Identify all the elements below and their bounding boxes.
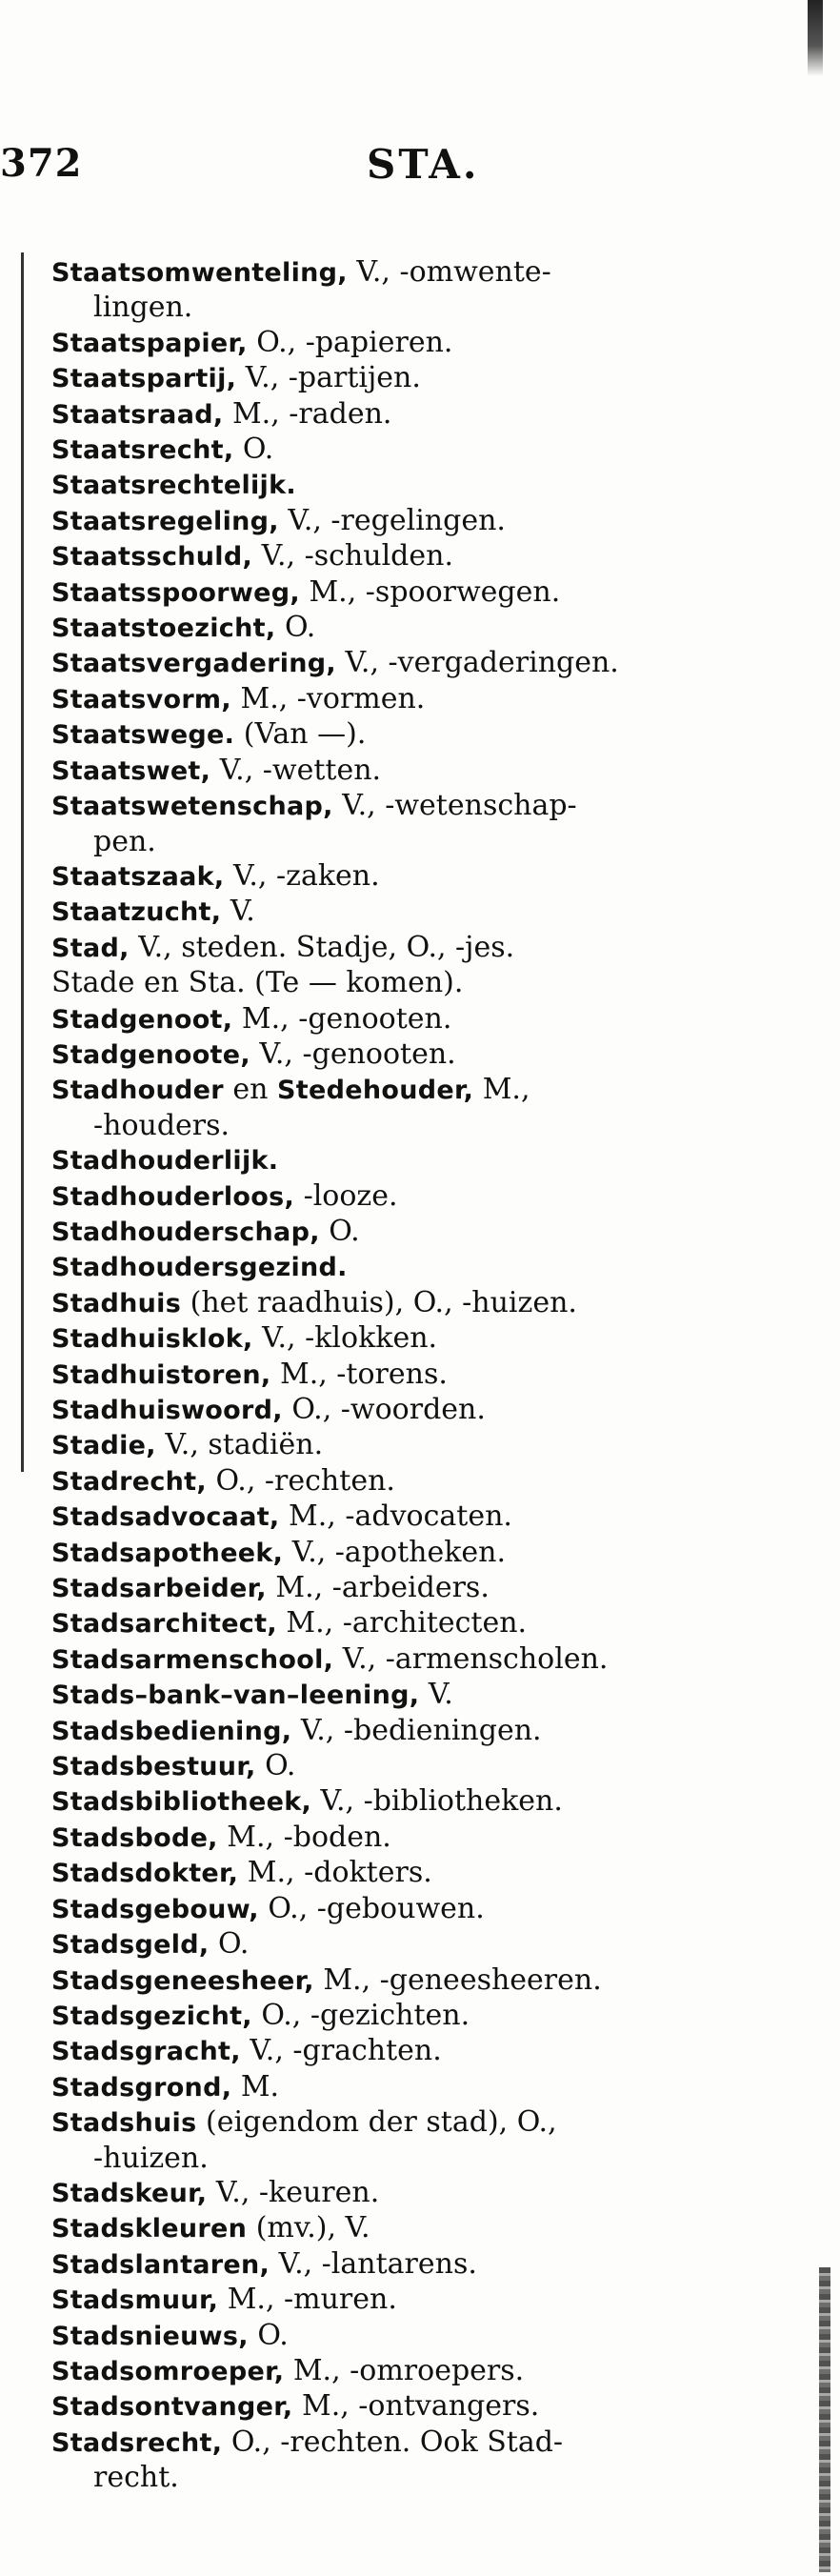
dictionary-entry [51,1002,747,1037]
dictionary-entry [51,2176,747,2211]
dictionary-entry [51,2389,747,2425]
margin-rule [21,252,24,1472]
entry-definition: (Van —). [234,717,367,752]
entry-headword: Stadhouderschap, [51,1217,320,1247]
dictionary-entry [51,1999,747,2034]
dictionary-entry [51,1393,747,1428]
entry-definition: O. [319,1214,360,1248]
entry-definition: V. [419,1678,453,1712]
entry-continuation: -huizen. [93,2141,209,2175]
entry-definition: M., -muren. [218,2283,397,2317]
entry-definition: M., -raden. [223,396,392,431]
entry-definition: O. [233,433,274,467]
entry-definition: V., -omwente- [347,255,551,289]
dictionary-entry [51,1286,747,1321]
entry-definition: O., -gebouwen. [258,1891,485,1925]
entry-definition: O. [209,1927,250,1962]
dictionary-entry [51,1179,747,1215]
entry-headword: Stadsapotheek, [51,1538,284,1568]
dictionary-entry [51,1499,747,1535]
entry-headword: Staatsrechtelijk. [51,471,296,501]
entry-definition: V., -partijen. [236,361,421,395]
entry-headword: Stadsmuur, [51,2285,219,2316]
entry-definition: V., -bibliotheken. [311,1784,563,1819]
dictionary-entry [51,504,747,539]
dictionary-entry [51,255,747,326]
entry-definition-tail: M., [473,1073,530,1107]
entry-headword: Stadhuisklok, [51,1324,253,1355]
dictionary-entry [51,611,747,646]
dictionary-entry [51,1215,747,1250]
entry-definition: V., -schulden. [252,539,453,574]
page-edge-mark [819,2267,830,2572]
dictionary-entry [51,1821,747,1856]
entry-definition: M., -architecten. [276,1606,528,1640]
entry-headword: Staatsschuld, [51,542,253,573]
dictionary-entry [51,1749,747,1784]
dictionary-entry [51,1073,747,1143]
entry-headword: Staatsvorm, [51,684,231,714]
entry-definition: O. [255,1749,296,1783]
entry-definition: M., -geneesheeren. [313,1962,602,1997]
entry-definition: -looze. [294,1178,398,1213]
entry-headword: Stadsgracht, [51,2037,241,2067]
dictionary-entry [51,468,747,503]
entry-headword: Stadhuistoren, [51,1359,271,1390]
entry-definition: M., -omroepers. [284,2353,525,2387]
dictionary-entry [51,2034,747,2069]
entry-definition: (mv.), V. [247,2211,370,2245]
entry-headword: Stadslantaren, [51,2249,270,2280]
entry-definition: O. [275,611,316,645]
running-head: STA. [367,141,480,188]
dictionary-entry [51,789,747,859]
entry-definition: O., -rechten. [206,1463,395,1498]
entry-definition: V. [221,895,255,929]
entry-continuation: pen. [93,824,156,858]
dictionary-entry [51,2070,747,2105]
dictionary-entry [51,1678,747,1713]
dictionary-entry [51,1250,747,1285]
entry-headword: Stadsgeld, [51,1930,210,1961]
entry-headword: Stadhuis [51,1288,182,1318]
entry-definition: O., -papieren. [247,325,453,359]
dictionary-entries [51,255,747,2496]
entry-headword-variant: Stedehouder, [277,1076,474,1106]
entry-headword: Stadsgeneesheer, [51,1965,314,1996]
entry-headword: Stadie, [51,1431,156,1461]
entry-continuation: -houders. [93,1108,230,1142]
entry-definition: M., -genooten. [232,1001,452,1036]
entry-headword: Staatsrecht, [51,435,234,466]
entry-headword: Stadhouderloos, [51,1181,295,1212]
entry-headword: Staatzucht, [51,897,222,928]
entry-definition: (het raadhuis), O., -huizen. [181,1285,577,1319]
entry-headword: Staatsspoorweg, [51,577,300,608]
entry-headword: Stadsbibliotheek, [51,1787,312,1818]
entry-headword: Staatsvergadering, [51,649,336,679]
entry-continuation: recht. [93,2461,179,2495]
dictionary-entry [51,397,747,433]
entry-headword: Stadsarmenschool, [51,1644,334,1675]
page-header [0,141,840,198]
entry-headword: Stadhuiswoord, [51,1396,283,1425]
entry-headword: Stadsdokter, [51,1859,239,1889]
dictionary-entry [51,1784,747,1820]
dictionary-entry [51,1927,747,1962]
page-corner-mark [808,0,823,76]
entry-definition: V., -regelingen. [278,503,506,537]
dictionary-entry [51,1856,747,1891]
entry-headword: Staatswege. [51,720,235,751]
dictionary-entry [51,1571,747,1606]
dictionary-entry [51,1143,747,1178]
dictionary-entry [51,1642,747,1678]
dictionary-entry [51,682,747,717]
dictionary-entry [51,1606,747,1641]
entry-headword: Staatsraad, [51,399,224,430]
entry-definition: M. [231,2069,280,2103]
entry-headword: Staatsomwenteling, [51,258,348,288]
entry-headword: Stadsgebouw, [51,1894,259,1924]
entry-definition: O., -gezichten. [251,1998,470,2032]
dictionary-entry [51,539,747,574]
entry-definition: V., -keuren. [207,2175,380,2209]
entry-headword: Stadrecht, [51,1466,207,1497]
dictionary-entry [51,361,747,396]
dictionary-entry [51,1714,747,1749]
entry-definition: en [223,1073,278,1107]
dictionary-entry [51,2211,747,2246]
entry-headword: Stadgenoote, [51,1039,250,1070]
entry-headword: Stadsarchitect, [51,1609,277,1640]
entry-headword: Stadsomroeper, [51,2356,285,2386]
dictionary-entry [51,1321,747,1357]
dictionary-entry [51,1358,747,1393]
entry-headword: Stadsarbeider, [51,1574,267,1604]
dictionary-entry [51,1963,747,1999]
entry-definition: V., -klokken. [252,1321,438,1356]
dictionary-entry [51,646,747,681]
entry-headword: Staatszaak, [51,861,225,892]
page-number: 372 [0,141,83,186]
entry-headword: Stadskeur, [51,2178,208,2208]
entry-definition: V., -genooten. [250,1036,456,1071]
entry-headword: Stad, [51,933,130,963]
entry-definition: M., -spoorwegen. [299,574,561,609]
entry-headword: Staatsregeling, [51,506,279,536]
dictionary-entry [51,2283,747,2318]
dictionary-entry [51,1464,747,1499]
entry-headword: Stadskleuren [51,2214,248,2244]
entry-headword: Stadsbediening, [51,1716,292,1746]
dictionary-entry [51,2425,747,2496]
entry-definition: O., -woorden. [282,1393,486,1426]
entry-definition: Stade en Sta. (Te — komen). [51,966,464,1000]
entry-definition: (eigendom der stad), O., [196,2105,557,2140]
dictionary-entry [51,931,747,966]
dictionary-entry [51,326,747,361]
entry-continuation: lingen. [93,291,193,325]
dictionary-entry [51,1536,747,1571]
dictionary-entry [51,1037,747,1073]
dictionary-entry [51,859,747,895]
entry-definition: M., -torens. [270,1357,448,1391]
dictionary-entry [51,717,747,753]
dictionary-entry [51,2319,747,2354]
dictionary-entry [51,895,747,930]
entry-headword: Stads–bank–van–leening, [51,1680,420,1711]
entry-headword: Staatspartij, [51,364,237,394]
entry-headword: Stadsadvocaat, [51,1502,280,1533]
entry-definition: V., -bedieningen. [291,1713,542,1747]
entry-definition: V., stadiën. [155,1428,324,1462]
entry-headword: Staatstoezicht, [51,614,276,644]
entry-headword: Stadsbestuur, [51,1752,256,1782]
entry-headword: Stadhouderlijk. [51,1146,279,1177]
dictionary-entry [51,966,747,1001]
entry-definition: O. [248,2318,289,2352]
entry-headword: Staatspapier, [51,328,248,358]
entry-headword: Stadsrecht, [51,2427,223,2458]
dictionary-entry [51,2354,747,2389]
dictionary-entry [51,1428,747,1463]
entry-definition: V., -armenscholen. [333,1641,609,1676]
entry-headword: Stadhouder [51,1076,224,1106]
entry-headword: Staatswetenschap, [51,792,333,822]
entry-definition: M., -boden. [217,1820,391,1854]
entry-definition: V., -grachten. [240,2034,442,2068]
dictionary-entry [51,575,747,611]
entry-definition: V., -apotheken. [283,1535,507,1569]
dictionary-entry [51,1892,747,1927]
dictionary-entry [51,2247,747,2283]
entry-headword: Stadshuis [51,2108,197,2139]
dictionary-entry [51,2105,747,2176]
entry-definition: V., -lantarens. [270,2246,477,2281]
entry-definition: M., -advocaten. [279,1499,512,1534]
entry-definition: M., -dokters. [238,1856,432,1890]
entry-definition: V., -zaken. [224,858,380,893]
entry-headword: Stadgenoot, [51,1004,233,1035]
entry-definition: V., steden. Stadje, O., -jes. [129,930,515,964]
entry-headword: Stadsbode, [51,1822,218,1853]
entry-definition: M., -arbeiders. [266,1571,490,1605]
entry-definition: O., -rechten. Ook Stad- [222,2425,564,2459]
entry-headword: Stadsgezicht, [51,2001,252,2031]
entry-headword: Stadsgrond, [51,2072,232,2103]
dictionary-entry [51,754,747,789]
entry-headword: Stadsnieuws, [51,2321,249,2351]
entry-definition: M., -ontvangers. [292,2389,540,2424]
entry-definition: M., -vormen. [230,681,426,715]
entry-headword: Stadsontvanger, [51,2392,293,2423]
entry-headword: Staatswet, [51,755,211,786]
dictionary-entry [51,433,747,468]
entry-definition: V., -wetenschap- [332,789,577,823]
entry-definition: V., -vergaderingen. [335,646,619,680]
entry-definition: V., -wetten. [210,753,382,787]
entry-headword: Stadhoudersgezind. [51,1253,348,1283]
